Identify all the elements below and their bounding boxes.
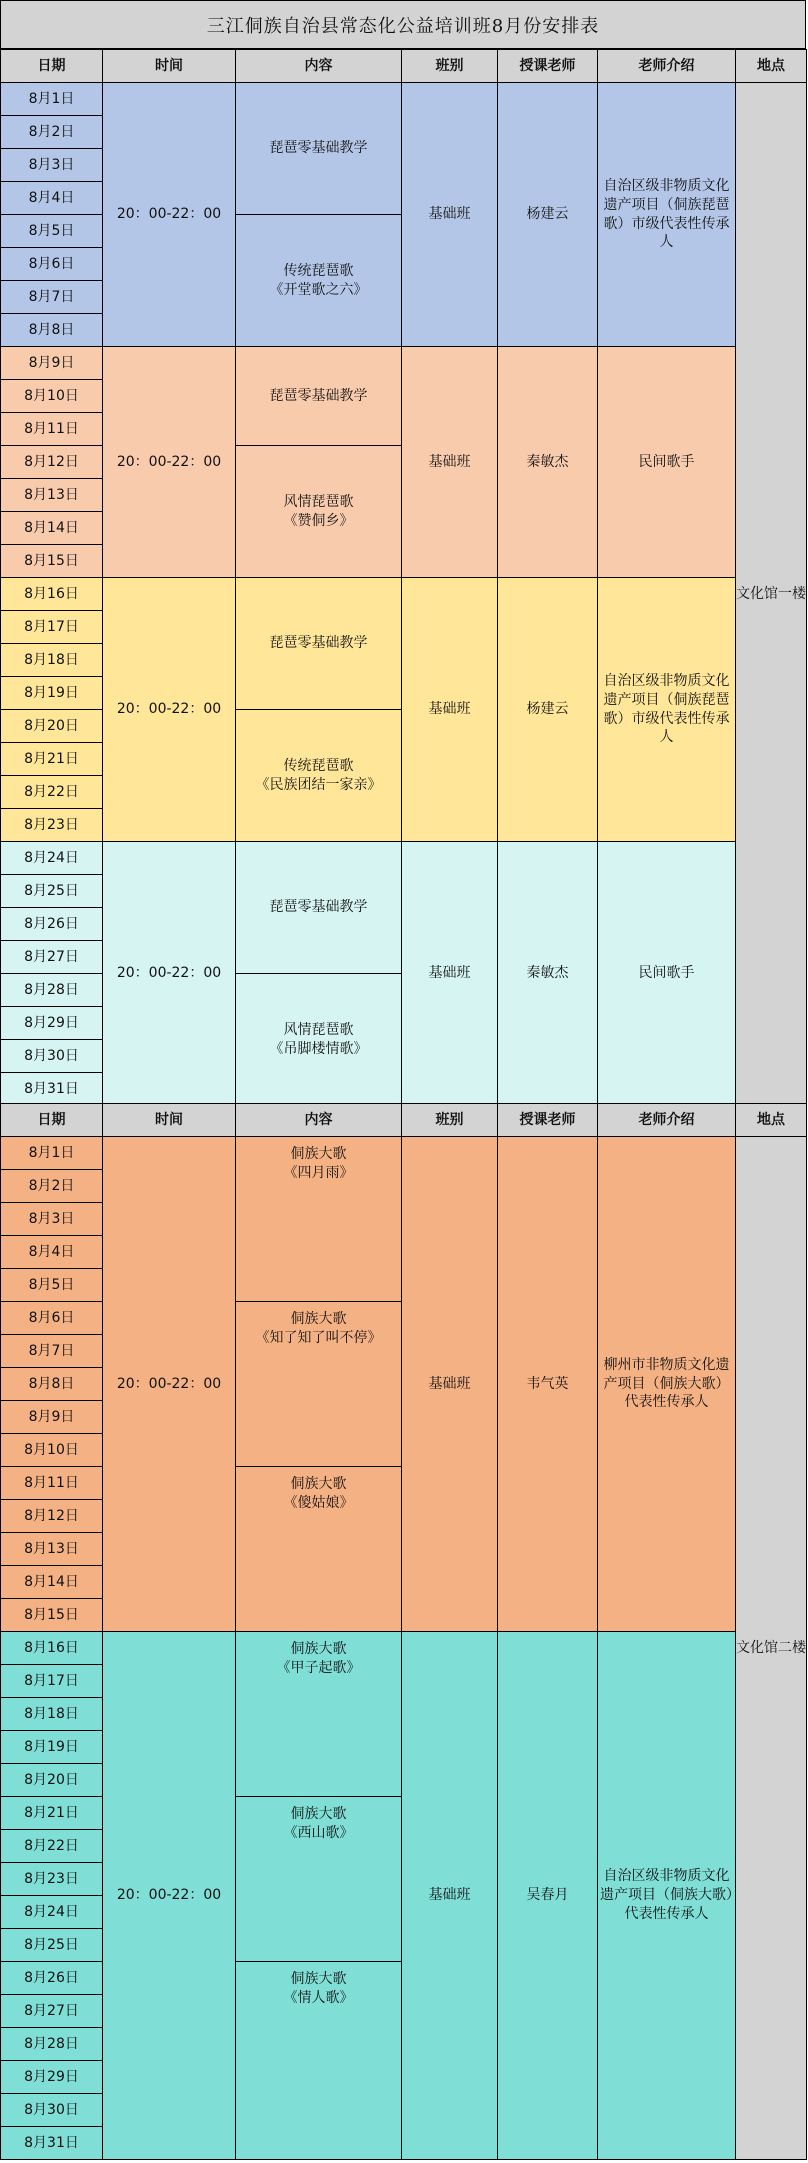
teacher-intro-cell: 自治区级非物质文化遗产项目（侗族琵琶歌）市级代表性传承人 [598, 83, 736, 347]
teacher-intro-cell: 柳州市非物质文化遗产项目（侗族大歌）代表性传承人 [598, 1137, 736, 1632]
date-cell: 8月19日 [1, 677, 103, 710]
content-title: 琵琶零基础教学 [269, 635, 368, 652]
header-time: 时间 [103, 1104, 236, 1137]
content-song: 《情人歌》 [283, 1989, 354, 2006]
date-cell: 8月17日 [1, 1665, 103, 1698]
schedule-table-floor1 [0, 49, 807, 1106]
date-cell: 8月28日 [1, 2028, 103, 2061]
content-title: 传统琵琶歌 [283, 262, 354, 279]
date-cell: 8月13日 [1, 479, 103, 512]
date-cell: 8月16日 [1, 578, 103, 611]
date-cell: 8月27日 [1, 1995, 103, 2028]
header-time: 时间 [103, 50, 236, 83]
location-cell: 文化馆二楼 [736, 1137, 807, 2160]
date-cell: 8月26日 [1, 908, 103, 941]
content-cell [236, 1302, 402, 1467]
date-cell: 8月14日 [1, 512, 103, 545]
content-cell [236, 578, 402, 710]
date-cell: 8月15日 [1, 545, 103, 578]
content-song: 《民族团结一家亲》 [255, 776, 382, 793]
content-cell [236, 1632, 402, 1797]
date-cell: 8月21日 [1, 1797, 103, 1830]
content-song: 《四月雨》 [283, 1164, 354, 1181]
content-title: 侗族大歌 [290, 1971, 347, 1987]
date-cell: 8月5日 [1, 1269, 103, 1302]
time-cell: 20：00-22：00 [103, 842, 236, 1106]
time-cell: 20：00-22：00 [103, 83, 236, 347]
class-cell: 基础班 [402, 83, 498, 347]
class-cell: 基础班 [402, 842, 498, 1106]
date-cell: 8月27日 [1, 941, 103, 974]
date-cell: 8月10日 [1, 380, 103, 413]
header-intro: 老师介绍 [598, 50, 736, 83]
date-cell: 8月18日 [1, 1698, 103, 1731]
content-cell [236, 83, 402, 215]
teacher-cell: 吴春月 [498, 1632, 598, 2160]
date-cell: 8月20日 [1, 710, 103, 743]
teacher-intro-cell: 民间歌手 [598, 347, 736, 578]
content-cell [236, 1467, 402, 1632]
content-cell [236, 1137, 402, 1302]
date-cell: 8月11日 [1, 413, 103, 446]
content-title: 侗族大歌 [290, 1476, 347, 1492]
date-cell: 8月31日 [1, 2127, 103, 2160]
content-title: 风情琵琶歌 [283, 1021, 354, 1038]
content-title: 侗族大歌 [290, 1641, 347, 1657]
date-cell: 8月12日 [1, 1500, 103, 1533]
time-cell: 20：00-22：00 [103, 578, 236, 842]
date-cell: 8月30日 [1, 2094, 103, 2127]
date-cell: 8月10日 [1, 1434, 103, 1467]
content-title: 侗族大歌 [290, 1806, 347, 1822]
date-cell: 8月18日 [1, 644, 103, 677]
date-cell: 8月26日 [1, 1962, 103, 1995]
class-cell: 基础班 [402, 578, 498, 842]
content-cell [236, 347, 402, 446]
content-cell [236, 974, 402, 1106]
content-title: 侗族大歌 [290, 1311, 347, 1327]
teacher-cell: 秦敏杰 [498, 842, 598, 1106]
date-cell: 8月6日 [1, 248, 103, 281]
content-title: 风情琵琶歌 [283, 493, 354, 510]
date-cell: 8月12日 [1, 446, 103, 479]
date-cell: 8月25日 [1, 1929, 103, 1962]
date-cell: 8月23日 [1, 809, 103, 842]
header-intro: 老师介绍 [598, 1104, 736, 1137]
date-cell: 8月4日 [1, 182, 103, 215]
date-cell: 8月24日 [1, 1896, 103, 1929]
date-cell: 8月4日 [1, 1236, 103, 1269]
content-title: 琵琶零基础教学 [269, 387, 368, 404]
header-class: 班别 [402, 50, 498, 83]
header-location: 地点 [736, 50, 807, 83]
date-cell: 8月8日 [1, 1368, 103, 1401]
date-cell: 8月15日 [1, 1599, 103, 1632]
date-cell: 8月1日 [1, 1137, 103, 1170]
header-content: 内容 [236, 50, 402, 83]
date-cell: 8月21日 [1, 743, 103, 776]
class-cell: 基础班 [402, 347, 498, 578]
header-date: 日期 [1, 1104, 103, 1137]
content-cell [236, 1797, 402, 1962]
header-location: 地点 [736, 1104, 807, 1137]
class-cell: 基础班 [402, 1632, 498, 2160]
content-song: 《傻姑娘》 [283, 1494, 354, 1511]
location-cell: 文化馆一楼 [736, 83, 807, 1106]
class-cell: 基础班 [402, 1137, 498, 1632]
date-cell: 8月1日 [1, 83, 103, 116]
teacher-intro-cell: 自治区级非物质文化遗产项目（侗族琵琶歌）市级代表性传承人 [598, 578, 736, 842]
teacher-intro-cell: 民间歌手 [598, 842, 736, 1106]
date-cell: 8月31日 [1, 1073, 103, 1106]
date-cell: 8月19日 [1, 1731, 103, 1764]
date-cell: 8月5日 [1, 215, 103, 248]
header-class: 班别 [402, 1104, 498, 1137]
date-cell: 8月29日 [1, 1007, 103, 1040]
date-cell: 8月9日 [1, 1401, 103, 1434]
teacher-cell: 杨建云 [498, 578, 598, 842]
date-cell: 8月7日 [1, 281, 103, 314]
date-cell: 8月7日 [1, 1335, 103, 1368]
teacher-cell: 杨建云 [498, 83, 598, 347]
date-cell: 8月8日 [1, 314, 103, 347]
date-cell: 8月6日 [1, 1302, 103, 1335]
header-teacher: 授课老师 [498, 50, 598, 83]
content-cell [236, 710, 402, 842]
time-cell: 20：00-22：00 [103, 1632, 236, 2160]
teacher-intro-cell: 自治区级非物质文化遗产项目（侗族大歌）代表性传承人 [598, 1632, 736, 2160]
content-cell [236, 215, 402, 347]
date-cell: 8月17日 [1, 611, 103, 644]
date-cell: 8月22日 [1, 776, 103, 809]
date-cell: 8月20日 [1, 1764, 103, 1797]
time-cell: 20：00-22：00 [103, 347, 236, 578]
date-cell: 8月9日 [1, 347, 103, 380]
date-cell: 8月22日 [1, 1830, 103, 1863]
content-song: 《吊脚楼情歌》 [269, 1040, 368, 1057]
teacher-cell: 秦敏杰 [498, 347, 598, 578]
content-title: 侗族大歌 [290, 1146, 347, 1162]
date-cell: 8月2日 [1, 1170, 103, 1203]
date-cell: 8月28日 [1, 974, 103, 1007]
content-title: 琵琶零基础教学 [269, 899, 368, 916]
time-cell: 20：00-22：00 [103, 1137, 236, 1632]
teacher-cell: 韦气英 [498, 1137, 598, 1632]
date-cell: 8月23日 [1, 1863, 103, 1896]
content-cell [236, 842, 402, 974]
date-cell: 8月29日 [1, 2061, 103, 2094]
content-song: 《知了知了叫不停》 [255, 1329, 382, 1346]
schedule-table-floor2 [0, 1103, 807, 2160]
content-title: 传统琵琶歌 [283, 757, 354, 774]
content-title: 琵琶零基础教学 [269, 140, 368, 157]
content-song: 《开堂歌之六》 [269, 281, 368, 298]
date-cell: 8月3日 [1, 1203, 103, 1236]
header-date: 日期 [1, 50, 103, 83]
date-cell: 8月11日 [1, 1467, 103, 1500]
date-cell: 8月25日 [1, 875, 103, 908]
content-song: 《西山歌》 [283, 1824, 354, 1841]
date-cell: 8月24日 [1, 842, 103, 875]
date-cell: 8月16日 [1, 1632, 103, 1665]
header-teacher: 授课老师 [498, 1104, 598, 1137]
date-cell: 8月14日 [1, 1566, 103, 1599]
date-cell: 8月30日 [1, 1040, 103, 1073]
date-cell: 8月3日 [1, 149, 103, 182]
content-song: 《甲子起歌》 [276, 1659, 361, 1676]
content-cell [236, 1962, 402, 2160]
date-cell: 8月13日 [1, 1533, 103, 1566]
page-title: 三江侗族自治县常态化公益培训班8月份安排表 [0, 0, 806, 49]
header-content: 内容 [236, 1104, 402, 1137]
content-cell [236, 446, 402, 578]
date-cell: 8月2日 [1, 116, 103, 149]
content-song: 《赞侗乡》 [283, 512, 354, 529]
